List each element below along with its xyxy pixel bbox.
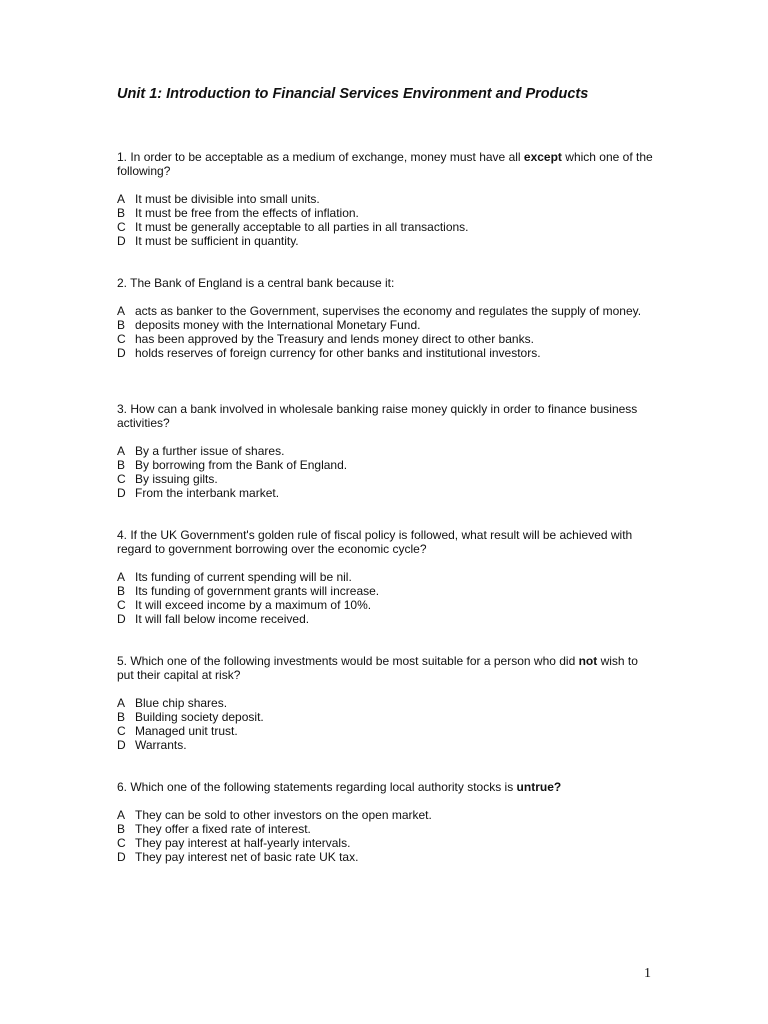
option-letter: C xyxy=(117,472,126,486)
option-text: Managed unit trust. xyxy=(135,724,238,738)
option-letter: D xyxy=(117,612,126,626)
option-b xyxy=(117,458,657,472)
stem-emphasis: untrue? xyxy=(516,780,562,794)
stem-text: Which one of the following investments would be most suitable for a person who did xyxy=(127,654,579,668)
option-letter: A xyxy=(117,696,126,710)
option-text: It must be sufficient in quantity. xyxy=(135,234,299,248)
option-text: They pay interest net of basic rate UK tax. xyxy=(135,850,359,864)
option-a xyxy=(117,444,657,458)
option-letter: C xyxy=(117,836,126,850)
option-text: Its funding of government grants will increase. xyxy=(135,584,380,598)
option-letter: A xyxy=(117,570,126,584)
option-text: It will fall below income received. xyxy=(135,612,310,626)
question-stem xyxy=(117,276,657,290)
option-a xyxy=(117,192,657,206)
question-stem xyxy=(117,150,657,178)
question-number: 2. xyxy=(117,276,128,290)
option-text: By issuing gilts. xyxy=(135,472,218,486)
option-c xyxy=(117,332,657,346)
option-text: From the interbank market. xyxy=(135,486,280,500)
question-number: 5. xyxy=(117,654,128,668)
option-b xyxy=(117,822,657,836)
option-b xyxy=(117,318,657,332)
option-c xyxy=(117,220,657,234)
page-number: 1 xyxy=(644,966,651,981)
option-a xyxy=(117,696,657,710)
question-5 xyxy=(117,654,657,752)
option-text: has been approved by the Treasury and lends money direct to other banks. xyxy=(135,332,534,346)
option-list xyxy=(117,808,657,864)
option-letter: B xyxy=(117,710,126,724)
question-2 xyxy=(117,276,657,360)
option-letter: B xyxy=(117,822,126,836)
stem-text: In order to be acceptable as a medium of exchange, money must have all xyxy=(127,150,524,164)
question-number: 4. xyxy=(117,528,128,542)
option-text: Its funding of current spending will be nil. xyxy=(135,570,352,584)
option-d xyxy=(117,612,657,626)
option-letter: C xyxy=(117,724,126,738)
option-list xyxy=(117,696,657,752)
option-b xyxy=(117,206,657,220)
option-d xyxy=(117,486,657,500)
option-text: deposits money with the International Monetary Fund. xyxy=(135,318,421,332)
option-a xyxy=(117,570,657,584)
option-text: Warrants. xyxy=(135,738,187,752)
question-stem xyxy=(117,780,657,794)
option-letter: A xyxy=(117,808,126,822)
option-a xyxy=(117,808,657,822)
option-text: By a further issue of shares. xyxy=(135,444,285,458)
option-letter: D xyxy=(117,738,126,752)
option-text: Building society deposit. xyxy=(135,710,264,724)
option-text: It must be free from the effects of inflation. xyxy=(135,206,359,220)
option-letter: B xyxy=(117,458,126,472)
option-c xyxy=(117,598,657,612)
option-d xyxy=(117,346,657,360)
question-1 xyxy=(117,150,657,248)
question-3 xyxy=(117,402,657,500)
option-letter: B xyxy=(117,206,126,220)
question-number: 6. xyxy=(117,780,128,794)
stem-text-end: which one of the following? xyxy=(117,150,653,178)
stem-text-end: wish to put their capital at risk? xyxy=(117,654,638,682)
stem-emphasis: not xyxy=(578,654,598,668)
question-6 xyxy=(117,780,657,864)
option-text: They pay interest at half-yearly intervals. xyxy=(135,836,351,850)
option-text: They offer a fixed rate of interest. xyxy=(135,822,311,836)
option-text: They can be sold to other investors on the open market. xyxy=(135,808,432,822)
option-letter: B xyxy=(117,318,126,332)
option-text: It must be generally acceptable to all parties in all transactions. xyxy=(135,220,469,234)
option-letter: B xyxy=(117,584,126,598)
question-stem xyxy=(117,402,657,430)
question-number: 3. xyxy=(117,402,128,416)
option-letter: D xyxy=(117,850,126,864)
option-letter: C xyxy=(117,220,126,234)
option-letter: C xyxy=(117,598,126,612)
option-c xyxy=(117,724,657,738)
option-a xyxy=(117,304,657,318)
option-text: It will exceed income by a maximum of 10%. xyxy=(135,598,372,612)
option-text: By borrowing from the Bank of England. xyxy=(135,458,348,472)
option-c xyxy=(117,836,657,850)
option-c xyxy=(117,472,657,486)
option-text: It must be divisible into small units. xyxy=(135,192,320,206)
stem-emphasis: except xyxy=(523,150,562,164)
option-letter: C xyxy=(117,332,126,346)
option-text: Blue chip shares. xyxy=(135,696,228,710)
question-stem xyxy=(117,528,657,556)
option-letter: D xyxy=(117,346,126,360)
option-list xyxy=(117,192,657,248)
stem-text: How can a bank involved in wholesale banking raise money quickly in order to finance business activities? xyxy=(117,402,638,430)
question-4 xyxy=(117,528,657,626)
stem-text: Which one of the following statements regarding local authority stocks is xyxy=(127,780,517,794)
option-b xyxy=(117,710,657,724)
page-title: Unit 1: Introduction to Financial Services Environment and Products xyxy=(117,86,589,102)
option-text: holds reserves of foreign currency for other banks and institutional investors. xyxy=(135,346,541,360)
option-b xyxy=(117,584,657,598)
option-letter: D xyxy=(117,234,126,248)
option-list xyxy=(117,444,657,500)
option-letter: A xyxy=(117,304,126,318)
option-list xyxy=(117,304,657,360)
option-list xyxy=(117,570,657,626)
question-stem xyxy=(117,654,657,682)
option-letter: D xyxy=(117,486,126,500)
option-letter: A xyxy=(117,192,126,206)
option-letter: A xyxy=(117,444,126,458)
option-text: acts as banker to the Government, supervises the economy and regulates the supply of money. xyxy=(135,304,642,318)
option-d xyxy=(117,738,657,752)
stem-text: The Bank of England is a central bank because it: xyxy=(127,276,395,290)
stem-text: If the UK Government's golden rule of fiscal policy is followed, what result will be achieved with regard to government borrowing over the economic cycle? xyxy=(117,528,633,556)
option-d xyxy=(117,234,657,248)
option-d xyxy=(117,850,657,864)
question-number: 1. xyxy=(117,150,128,164)
